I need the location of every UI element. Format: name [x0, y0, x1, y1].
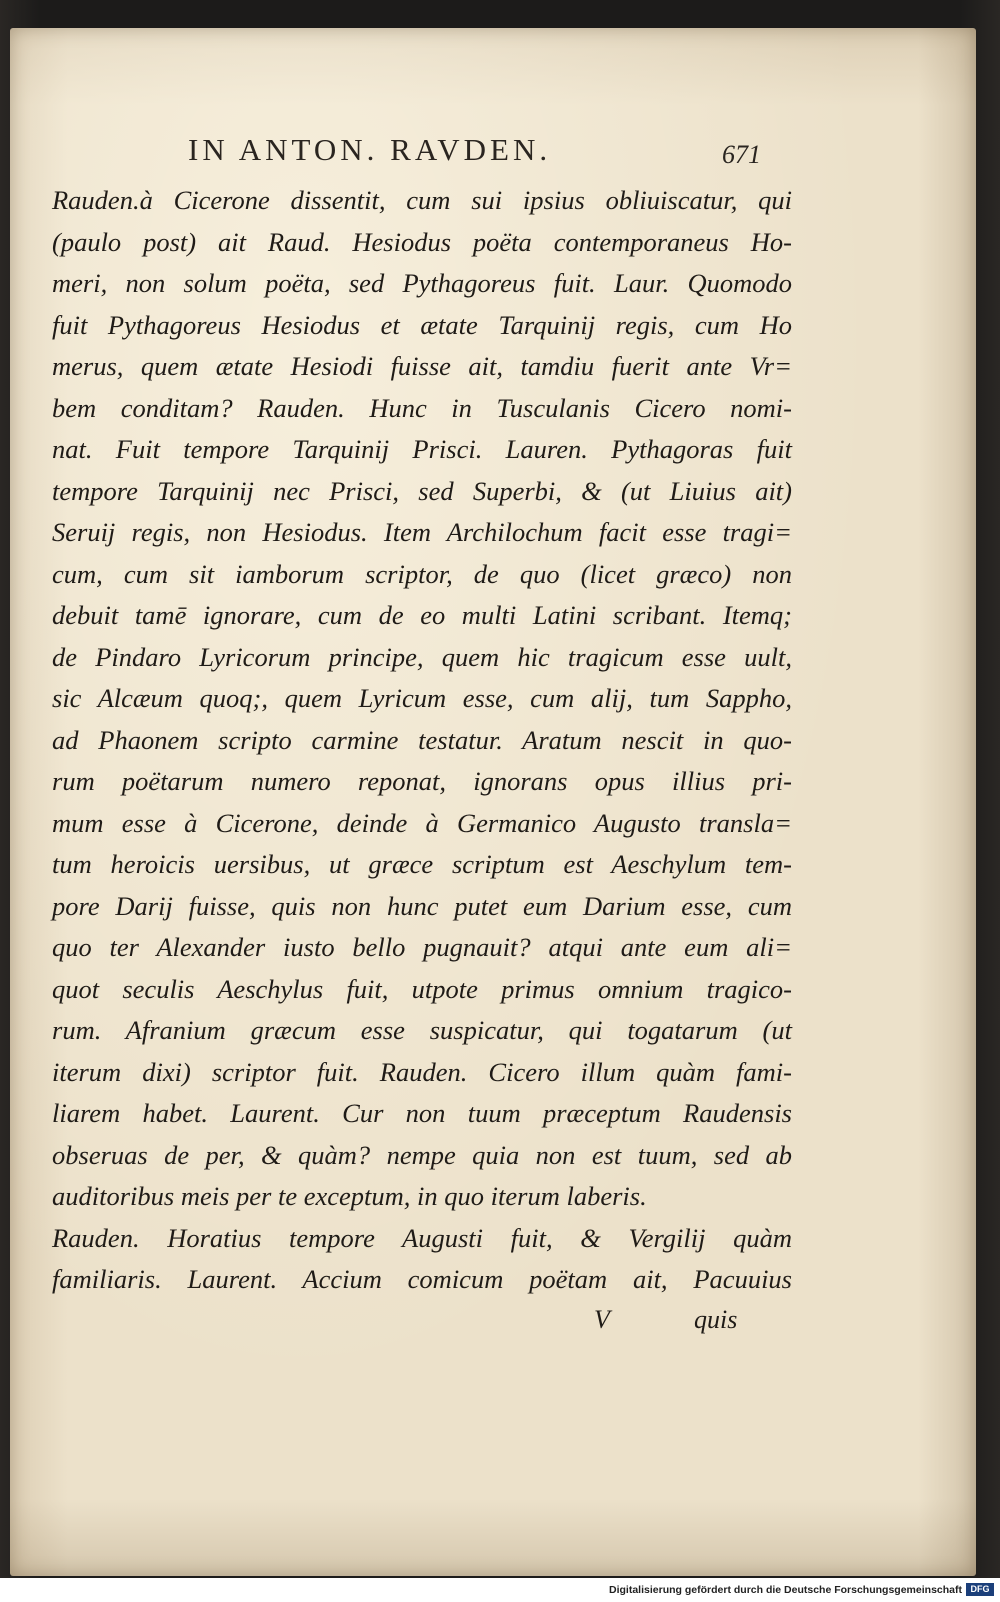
- page-number: 671: [722, 140, 761, 169]
- text-line: ad Phaonem scripto carmine testatur. Aratum nescit in quo-: [52, 724, 792, 755]
- text-line: bem conditam? Rauden. Hunc in Tusculanis Cicero nomi-: [52, 392, 792, 423]
- text-line: fuit Pythagoreus Hesiodus et ætate Tarquinij regis, cum Ho: [52, 309, 792, 340]
- text-line: sic Alcæum quoq;, quem Lyricum esse, cum alij, tum Sappho,: [52, 683, 792, 713]
- text-line: pore Darij fuisse, quis non hunc putet eum Darium esse, cum: [52, 890, 792, 921]
- text-line: familiaris. Laurent. Accium comicum poëtam ait, Pacuuius: [52, 1264, 792, 1294]
- text-line: Rauden. Horatius tempore Augusti fuit, & Vergilij quàm: [52, 1222, 792, 1253]
- dfg-logo: DFG: [966, 1583, 994, 1596]
- text-line: rum. Afranium græcum esse suspicatur, qui togatarum (ut: [52, 1015, 792, 1045]
- text-line: debuit tamē ignorare, cum de eo multi Latini scribant. Itemq;: [52, 600, 792, 630]
- text-line: obseruas de per, & quàm? nempe quia non est tuum, sed ab: [52, 1139, 792, 1170]
- text-line: tempore Tarquinij nec Prisci, sed Superbi, & (ut Liuius ait): [52, 475, 792, 506]
- signature-mark: V: [594, 1305, 610, 1334]
- running-head: IN ANTON. RAVDEN.: [188, 132, 552, 167]
- text-line: rum poëtarum numero reponat, ignorans opus illius pri-: [52, 766, 792, 796]
- text-line: liarem habet. Laurent. Cur non tuum præceptum Raudensis: [52, 1098, 792, 1128]
- page-header: [0, 132, 1000, 172]
- catchword: quis: [694, 1305, 738, 1334]
- text-line: Seruij regis, non Hesiodus. Item Archilochum facit esse tragi=: [52, 517, 792, 547]
- funding-credit: Digitalisierung gefördert durch die Deutsche Forschungsgemeinschaft: [609, 1584, 962, 1596]
- text-line: meri, non solum poëta, sed Pythagoreus fuit. Laur. Quomodo: [52, 268, 792, 298]
- text-line: Rauden.à Cicerone dissentit, cum sui ipsius obliuiscatur, qui: [52, 185, 792, 215]
- text-line: cum, cum sit iamborum scriptor, de quo (licet græco) non: [52, 558, 792, 589]
- text-line: de Pindaro Lyricorum principe, quem hic tragicum esse uult,: [52, 641, 792, 672]
- text-line: mum esse à Cicerone, deinde à Germanico Augusto transla=: [52, 807, 792, 838]
- text-line: (paulo post) ait Raud. Hesiodus poëta contemporaneus Ho-: [52, 226, 792, 257]
- text-line: auditoribus meis per te exceptum, in quo iterum laberis.: [52, 1181, 647, 1211]
- text-line: quot seculis Aeschylus fuit, utpote primus omnium tragico-: [52, 973, 792, 1004]
- catch-line: [0, 1305, 1000, 1345]
- body-text: [52, 180, 792, 1301]
- text-line: nat. Fuit tempore Tarquinij Prisci. Lauren. Pythagoras fuit: [52, 434, 792, 464]
- text-line: quo ter Alexander iusto bello pugnauit? atqui ante eum ali=: [52, 932, 792, 962]
- text-line: tum heroicis uersibus, ut græce scriptum est Aeschylum tem-: [52, 849, 792, 879]
- text-line: iterum dixi) scriptor fuit. Rauden. Cicero illum quàm fami-: [52, 1056, 792, 1087]
- digitization-footer: [0, 1578, 1000, 1602]
- text-line: merus, quem ætate Hesiodi fuisse ait, tamdiu fuerit ante Vr=: [52, 351, 792, 381]
